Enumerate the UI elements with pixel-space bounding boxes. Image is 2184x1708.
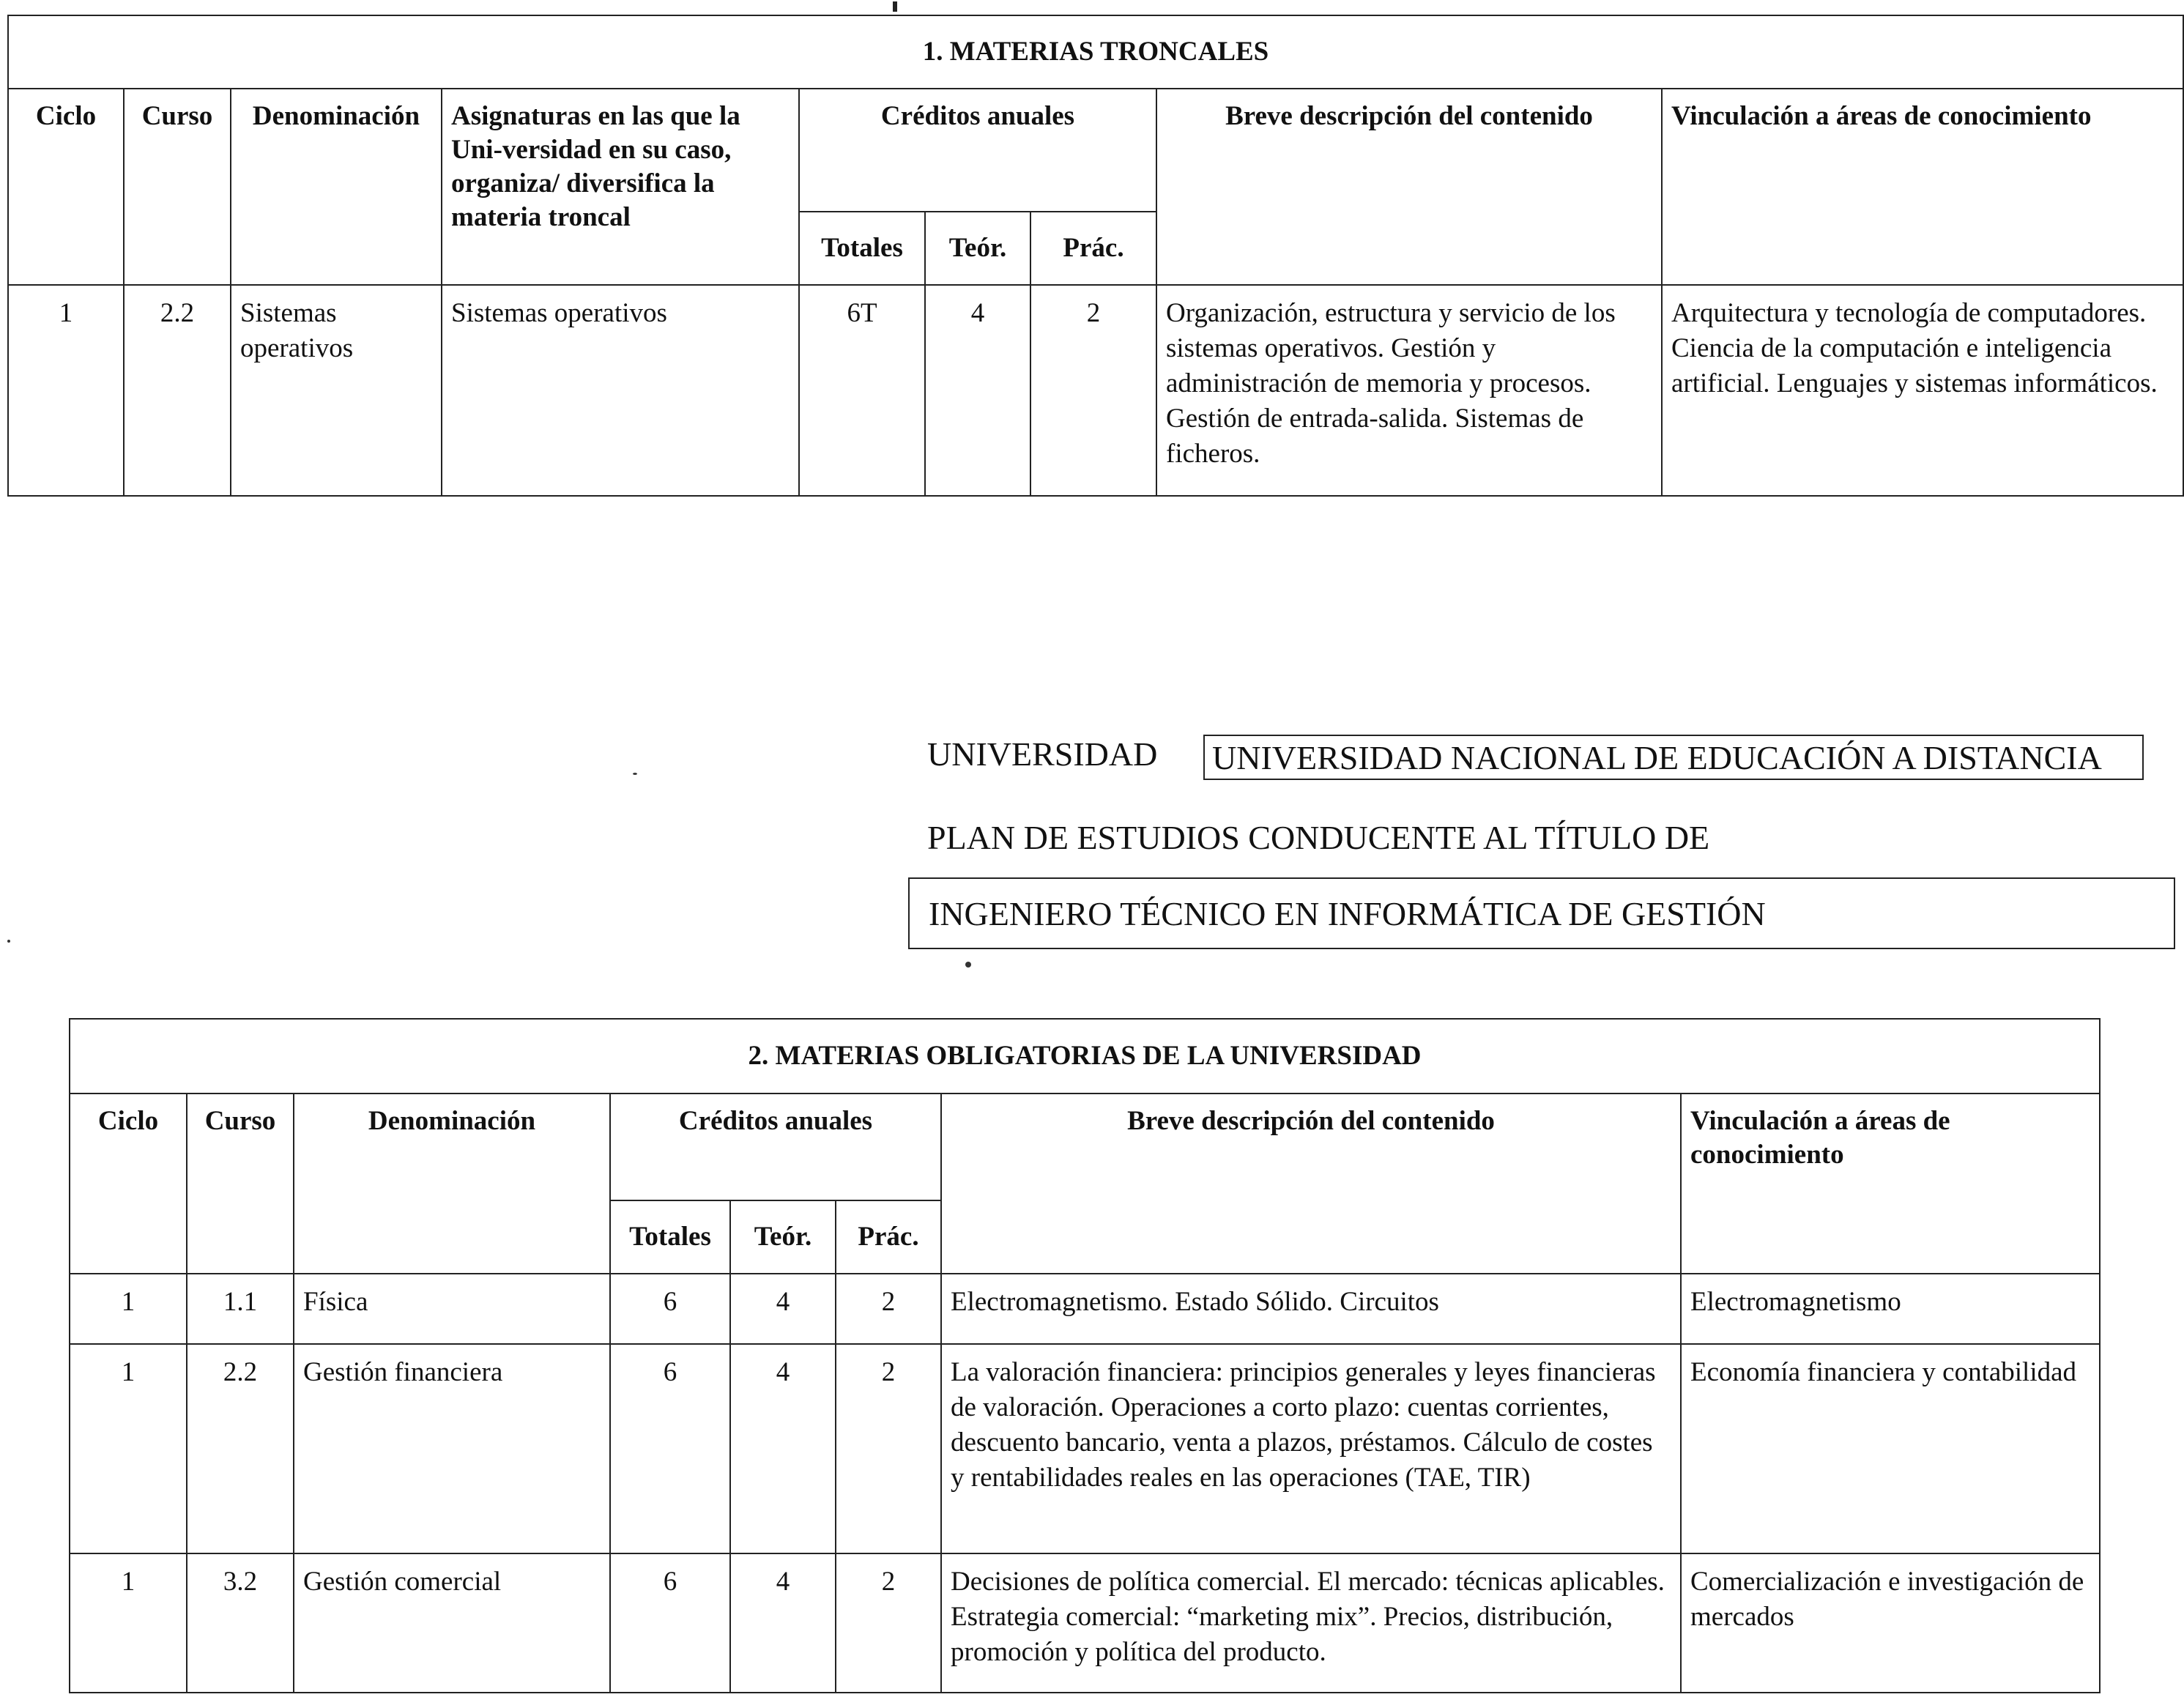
- scan-speck: [633, 773, 637, 775]
- header-totales: Totales: [799, 212, 925, 285]
- cell-denominacion: Física: [294, 1274, 610, 1344]
- troncales-title: 1. MATERIAS TRONCALES: [8, 15, 2183, 89]
- header-teor: Teór.: [730, 1200, 836, 1274]
- table-row: [8, 285, 2183, 496]
- cell-prac: 2: [836, 1553, 941, 1693]
- header-prac: Prác.: [836, 1200, 941, 1274]
- cell-vinculacion: Arquitectura y tecnología de computadores. Ciencia de la computación e inteligencia artificial. Lenguajes y sistemas informáticos.: [1662, 285, 2183, 496]
- header-prac: Prác.: [1030, 212, 1156, 285]
- cell-ciclo: 1: [70, 1553, 187, 1693]
- header-denominacion: Denominación: [294, 1094, 610, 1274]
- cell-denominacion: Gestión comercial: [294, 1553, 610, 1693]
- plan-label: PLAN DE ESTUDIOS CONDUCENTE AL TÍTULO DE: [927, 819, 1710, 856]
- cell-totales: 6: [610, 1553, 730, 1693]
- cell-totales: 6T: [799, 285, 925, 496]
- cell-curso: 3.2: [187, 1553, 294, 1693]
- cell-denominacion: Sistemas operativos: [231, 285, 442, 496]
- cell-descripcion: Decisiones de política comercial. El mercado: técnicas aplicables. Estrategia comercial: “marketing mix”. Precios, distribución, promoción y política del producto.: [941, 1553, 1681, 1693]
- cell-ciclo: 1: [8, 285, 124, 496]
- cell-vinculacion: Economía financiera y contabilidad: [1681, 1344, 2100, 1553]
- cell-teor: 4: [730, 1344, 836, 1553]
- cell-vinculacion: Electromagnetismo: [1681, 1274, 2100, 1344]
- cell-descripcion: Organización, estructura y servicio de los sistemas operativos. Gestión y administración de memoria y procesos. Gestión de entrada-salida. Sistemas de ficheros.: [1156, 285, 1662, 496]
- cell-vinculacion: Comercialización e investigación de mercados: [1681, 1553, 2100, 1693]
- cell-descripcion: Electromagnetismo. Estado Sólido. Circuitos: [941, 1274, 1681, 1344]
- cell-prac: 2: [1030, 285, 1156, 496]
- header-creditos: Créditos anuales: [799, 89, 1156, 212]
- header-asignaturas: Asignaturas en las que la Uni-versidad en su caso, organiza/ diversifica la materia troncal: [442, 89, 799, 285]
- troncales-table: [7, 15, 2184, 497]
- header-ciclo: Ciclo: [70, 1094, 187, 1274]
- header-vinculacion: Vinculación a áreas de conocimiento: [1662, 89, 2183, 285]
- obligatorias-table: [69, 1018, 2101, 1693]
- table-row: [70, 1553, 2100, 1693]
- cell-prac: 2: [836, 1344, 941, 1553]
- universidad-label: UNIVERSIDAD: [927, 735, 1158, 773]
- header-creditos: Créditos anuales: [610, 1094, 941, 1200]
- cell-teor: 4: [730, 1274, 836, 1344]
- obligatorias-title: 2. MATERIAS OBLIGATORIAS DE LA UNIVERSIDAD: [70, 1019, 2100, 1094]
- cell-curso: 1.1: [187, 1274, 294, 1344]
- scan-mark: [893, 1, 897, 12]
- titulo-value: INGENIERO TÉCNICO EN INFORMÁTICA DE GESTIÓN: [908, 877, 2175, 949]
- scan-speck: [7, 940, 10, 943]
- scan-speck: [965, 962, 971, 968]
- cell-totales: 6: [610, 1274, 730, 1344]
- cell-teor: 4: [730, 1553, 836, 1693]
- cell-denominacion: Gestión financiera: [294, 1344, 610, 1553]
- table-row: [70, 1274, 2100, 1344]
- header-curso: Curso: [187, 1094, 294, 1274]
- header-descripcion: Breve descripción del contenido: [1156, 89, 1662, 285]
- cell-curso: 2.2: [124, 285, 231, 496]
- cell-teor: 4: [925, 285, 1030, 496]
- header-ciclo: Ciclo: [8, 89, 124, 285]
- cell-prac: 2: [836, 1274, 941, 1344]
- cell-descripcion: La valoración financiera: principios generales y leyes financieras de valoración. Operaciones a corto plazo: cuentas corrientes, descuento bancario, venta a plazos, préstamos. Cálculo de costes y rentabilidades reales en las operaciones (TAE, TIR): [941, 1344, 1681, 1553]
- cell-asignaturas: Sistemas operativos: [442, 285, 799, 496]
- universidad-value: UNIVERSIDAD NACIONAL DE EDUCACIÓN A DISTANCIA: [1203, 735, 2144, 780]
- table-row: [70, 1344, 2100, 1553]
- header-vinculacion: Vinculación a áreas de conocimiento: [1681, 1094, 2100, 1274]
- cell-totales: 6: [610, 1344, 730, 1553]
- header-descripcion: Breve descripción del contenido: [941, 1094, 1681, 1274]
- header-denominacion: Denominación: [231, 89, 442, 285]
- header-totales: Totales: [610, 1200, 730, 1274]
- cell-curso: 2.2: [187, 1344, 294, 1553]
- cell-ciclo: 1: [70, 1344, 187, 1553]
- header-curso: Curso: [124, 89, 231, 285]
- header-teor: Teór.: [925, 212, 1030, 285]
- cell-ciclo: 1: [70, 1274, 187, 1344]
